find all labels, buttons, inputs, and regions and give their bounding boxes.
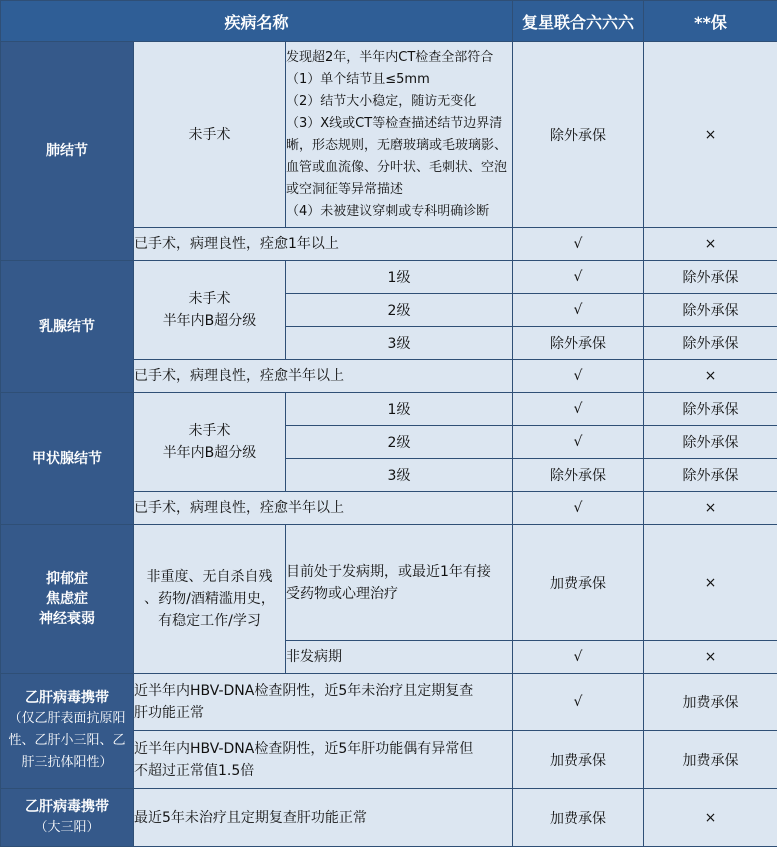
thyroid-grade-2: 2级	[286, 426, 513, 459]
thyroid-grade-3-product-b: 除外承保	[644, 459, 777, 492]
breast-no-surgery-line: 未手术	[188, 291, 231, 307]
breast-surgery-label: 已手术，病理良性，痊愈半年以上	[134, 360, 513, 393]
category-hepb-big	[1, 789, 134, 847]
mental-onset-line: 目前处于发病期，或最近1年有接	[286, 563, 491, 580]
hepb-sub-line: （仅乙肝表面抗原阳	[8, 711, 126, 726]
thyroid-surgery-product-a: √	[513, 492, 644, 525]
hepb-sub-line: 肝三抗体阳性）	[21, 755, 113, 770]
hepb-name: 乙肝病毒携带	[25, 690, 109, 706]
lung-no-surgery-product-a: 除外承保	[513, 42, 644, 228]
breast-grade-1: 1级	[286, 261, 513, 294]
lung-criteria	[286, 42, 513, 228]
breast-grade-3-product-b: 除外承保	[644, 327, 777, 360]
header-product-a: 复星联合六六六	[513, 1, 644, 42]
thyroid-no-surgery-line: 半年内B超分级	[162, 445, 257, 461]
mental-condition-label	[134, 525, 286, 674]
hepb-row2-line: 不超过正常值1.5倍	[134, 762, 255, 779]
breast-surgery-product-a: √	[513, 360, 644, 393]
category-mental-health	[1, 525, 134, 674]
breast-grade-3: 3级	[286, 327, 513, 360]
lung-no-surgery-label: 未手术	[134, 42, 286, 228]
thyroid-grade-3: 3级	[286, 459, 513, 492]
breast-grade-2-product-b: 除外承保	[644, 294, 777, 327]
breast-grade-2-product-a: √	[513, 294, 644, 327]
thyroid-grade-1: 1级	[286, 393, 513, 426]
hepb-row2-line: 近半年内HBV-DNA检查阴性，近5年肝功能偶有异常但	[134, 740, 474, 757]
header-row	[1, 1, 777, 42]
lung-no-surgery-product-b: ×	[644, 42, 777, 228]
thyroid-grade-1-product-a: √	[513, 393, 644, 426]
hepb-row2-product-a: 加费承保	[513, 731, 644, 789]
table-row	[1, 261, 777, 294]
breast-grade-1-product-a: √	[513, 261, 644, 294]
mental-onset-product-b: ×	[644, 525, 777, 641]
hepb-row1-product-a: √	[513, 674, 644, 731]
mental-name-line: 神经衰弱	[39, 611, 95, 627]
mental-condition-line: 有稳定工作/学习	[158, 613, 261, 629]
mental-onset-label	[286, 525, 513, 641]
breast-grade-1-product-b: 除外承保	[644, 261, 777, 294]
table-row	[1, 674, 777, 731]
lung-criteria-line: （1）单个结节且≤5mm	[286, 71, 430, 87]
mental-name-line: 焦虑症	[46, 591, 88, 607]
mental-onset-product-a: 加费承保	[513, 525, 644, 641]
hepb-row1-line: 肝功能正常	[134, 705, 204, 721]
hepb-big-product-a: 加费承保	[513, 789, 644, 847]
thyroid-surgery-product-b: ×	[644, 492, 777, 525]
category-hepb-carrier	[1, 674, 134, 789]
thyroid-grade-1-product-b: 除外承保	[644, 393, 777, 426]
lung-criteria-line: 或空洞征等异常描述	[286, 181, 404, 197]
hepb-row1-product-b: 加费承保	[644, 674, 777, 731]
hepb-big-label: 最近5年未治疗且定期复查肝功能正常	[134, 789, 513, 847]
thyroid-no-surgery-line: 未手术	[188, 423, 231, 439]
hepb-big-sub: （大三阳）	[34, 819, 100, 835]
hepb-row1-label	[134, 674, 513, 731]
hepb-row2-label	[134, 731, 513, 789]
breast-no-surgery-label	[134, 261, 286, 360]
mental-non-onset-product-b: ×	[644, 641, 777, 674]
breast-grade-2: 2级	[286, 294, 513, 327]
category-breast-nodule: 乳腺结节	[1, 261, 134, 393]
header-product-b: **保	[644, 1, 777, 42]
hepb-big-product-b: ×	[644, 789, 777, 847]
mental-condition-line: 非重度、无自杀自残	[146, 569, 273, 585]
thyroid-grade-2-product-a: √	[513, 426, 644, 459]
breast-surgery-product-b: ×	[644, 360, 777, 393]
lung-criteria-line: （3）X线或CT等检查描述结节边界清	[286, 115, 503, 131]
lung-surgery-product-b: ×	[644, 228, 777, 261]
mental-condition-line: 、药物/酒精滥用史，	[144, 591, 275, 607]
thyroid-grade-2-product-b: 除外承保	[644, 426, 777, 459]
lung-surgery-label: 已手术，病理良性，痊愈1年以上	[134, 228, 513, 261]
lung-criteria-line: 发现超2年，半年内CT检查全部符合	[286, 49, 494, 65]
category-lung-nodule: 肺结节	[1, 42, 134, 261]
hepb-row1-line: 近半年内HBV-DNA检查阴性，近5年未治疗且定期复查	[134, 683, 474, 699]
hepb-row2-product-b: 加费承保	[644, 731, 777, 789]
lung-criteria-line: （4）未被建议穿刺或专科明确诊断	[286, 203, 490, 219]
breast-grade-3-product-a: 除外承保	[513, 327, 644, 360]
thyroid-surgery-label: 已手术，病理良性，痊愈半年以上	[134, 492, 513, 525]
lung-criteria-line: 晰，形态规则，无磨玻璃或毛玻璃影、	[286, 137, 508, 153]
hepb-sub-line: 性、乙肝小三阳、乙	[8, 733, 126, 748]
thyroid-grade-3-product-a: 除外承保	[513, 459, 644, 492]
breast-no-surgery-line: 半年内B超分级	[162, 313, 257, 329]
mental-non-onset-product-a: √	[513, 641, 644, 674]
table-row	[1, 42, 777, 228]
hepb-big-name: 乙肝病毒携带	[25, 798, 109, 815]
lung-criteria-line: 血管或血流像、分叶状、毛刺状、空泡	[286, 159, 508, 175]
mental-onset-line: 受药物或心理治疗	[286, 585, 398, 602]
thyroid-no-surgery-label	[134, 393, 286, 492]
table-row	[1, 789, 777, 847]
table-row	[1, 525, 777, 641]
mental-non-onset-label: 非发病期	[286, 641, 513, 674]
table-row	[1, 393, 777, 426]
mental-name-line: 抑郁症	[46, 571, 88, 587]
category-thyroid-nodule: 甲状腺结节	[1, 393, 134, 525]
header-disease-name: 疾病名称	[1, 1, 513, 42]
lung-surgery-product-a: √	[513, 228, 644, 261]
lung-criteria-line: （2）结节大小稳定，随访无变化	[286, 93, 477, 109]
